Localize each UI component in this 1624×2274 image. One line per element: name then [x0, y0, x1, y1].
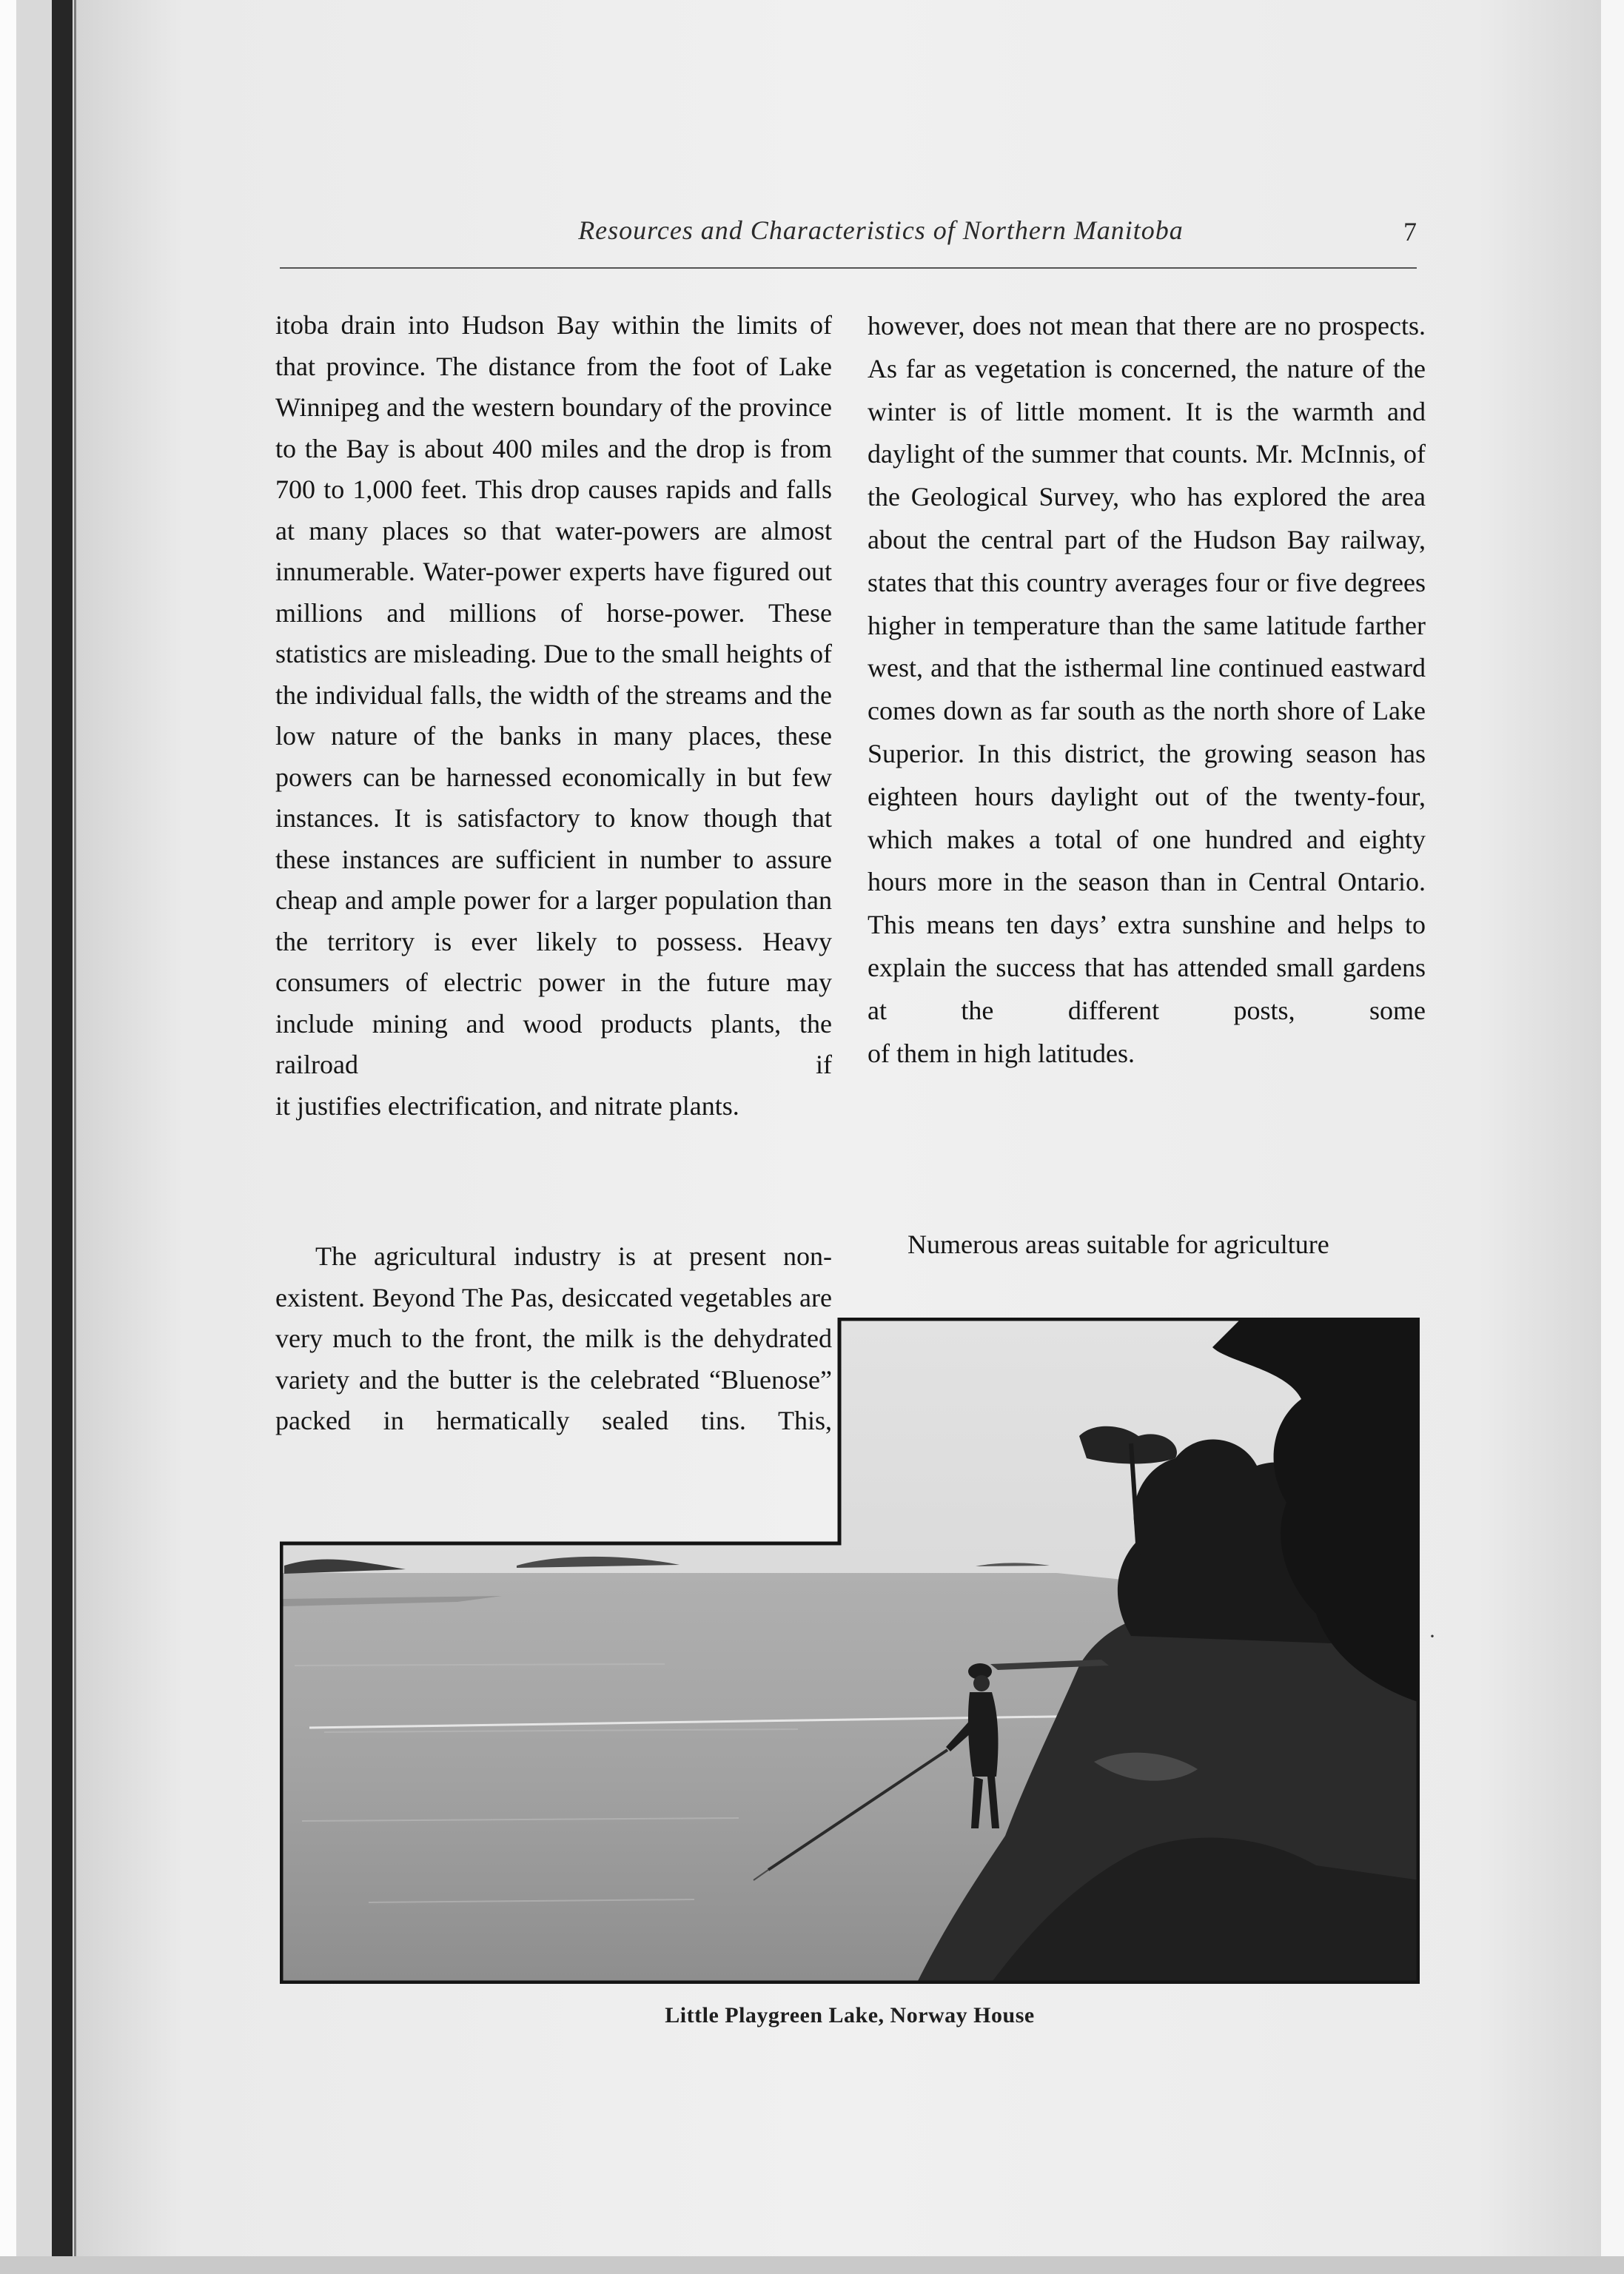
lake-photo-illustration: [280, 1318, 1420, 1984]
right-paragraph-1-last-line: of them in high latitudes.: [868, 1038, 1135, 1068]
scan-speck: ·: [1429, 1624, 1436, 1649]
photo-caption: Little Playgreen Lake, Norway House: [665, 2003, 1035, 2028]
binding-shadow: [52, 0, 73, 2274]
scan-margin-bottom: [0, 2256, 1624, 2274]
lake-photograph: [280, 1318, 1420, 1984]
right-paragraph-1: [868, 305, 1426, 1075]
scan-margin-right: [1601, 0, 1624, 2274]
left-paragraph-1-last-line: it justifies electrification, and nitrate plants.: [275, 1090, 739, 1121]
scan-margin-left: [0, 0, 16, 2274]
right-paragraph-2-body: Numerous areas suitable for agriculture: [907, 1230, 1329, 1259]
left-paragraph-2-body: The agricultural industry is at present non-existent. Beyond The Pas, desiccated vegetables are very much to the front, the milk is the dehydrated variety and the butter is the celebrated “Bluenose” packed in hermatically sealed tins. This,: [275, 1241, 832, 1435]
right-paragraph-2: [868, 1224, 1426, 1266]
right-paragraph-1-body: however, does not mean that there are no prospects. As far as vegetation is concerned, the nature of the winter is of little moment. It is the warmth and daylight of the summer that counts. Mr. McInnis, of the Geological Survey, who has explored the area about the central part of the Hudson Bay railway, states that this country averages four or five degrees higher in temperature than the same latitude farther west, and that the isthermal line continued eastward comes down as far south as the north shore of Lake Superior. In this district, the growing season has eighteen hours daylight out of the twenty-four, which makes a total of one hundred and eighty hours more in the season than in Central Ontario. This means ten days’ extra sunshine and helps to explain the success that has attended small gardens at the different posts, some: [868, 311, 1426, 1025]
page-number: 7: [1403, 217, 1417, 246]
left-paragraph-1: [275, 305, 832, 1230]
running-head: Resources and Characteristics of Northern Manitoba: [578, 215, 1184, 245]
left-paragraph-1-body: itoba drain into Hudson Bay within the limits of that province. The distance from the foot of Lake Winnipeg and the western boundary of the province to the Bay is about 400 miles and the drop is from 700 to 1,000 feet. This drop causes rapids and falls at many places so that water-powers are almost innumerable. Water-power experts have figured out millions and millions of horse-power. These statistics are misleading. Due to the small heights of the individual falls, the width of the streams and the low nature of the banks in many places, these powers can be harnessed economically in but few instances. It is satisfactory to know though that these instances are sufficient in number to assure cheap and ample power for a larger population than the territory is ever likely to possess. Heavy consumers of electric power in the future may include mining and wood products plants, the railroad if: [275, 310, 832, 1079]
header-rule: [280, 267, 1417, 269]
